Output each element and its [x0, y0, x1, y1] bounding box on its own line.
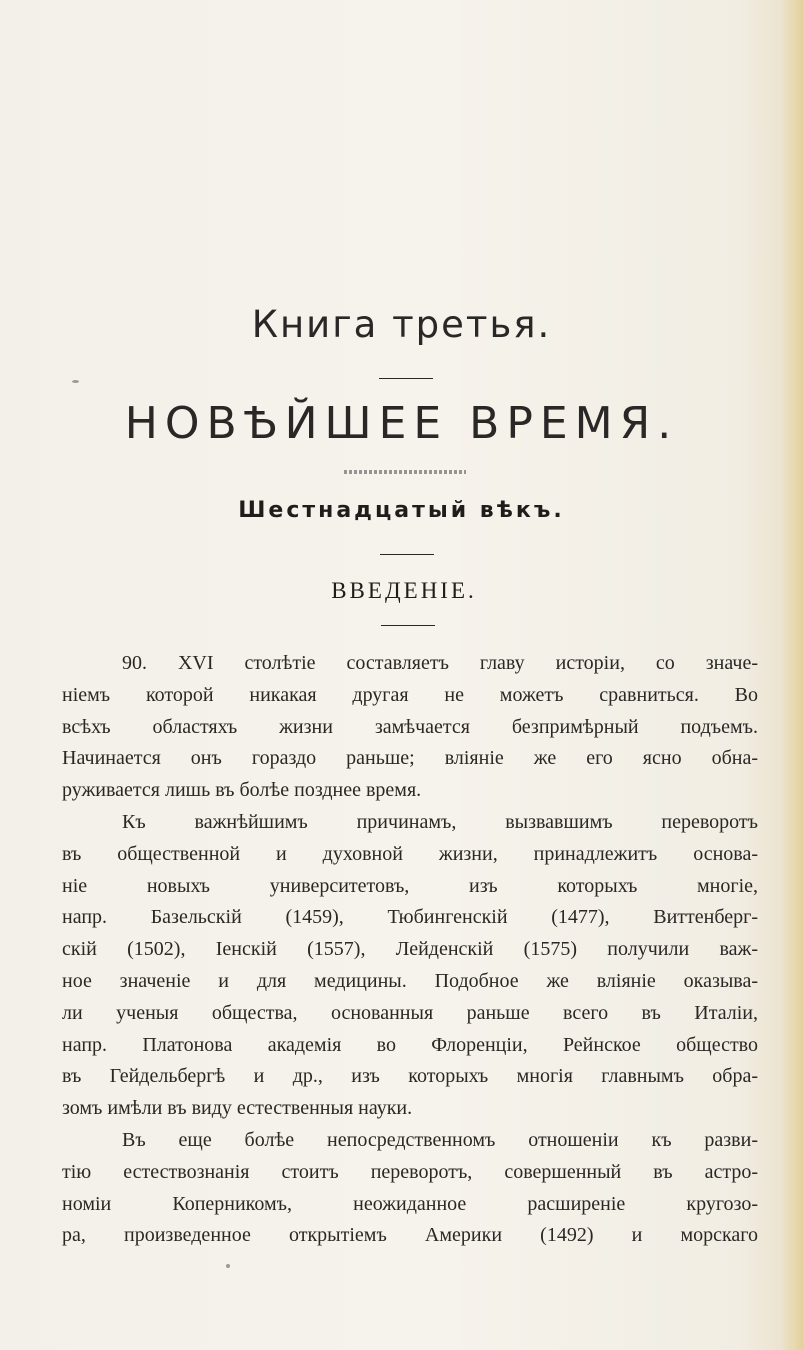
section-heading: ВВЕДЕНІЕ.: [331, 578, 477, 603]
text-line: Къ важнѣйшимъ причинамъ, вызвавшимъ переворотъ: [122, 810, 758, 833]
body-text: [62, 648, 758, 1252]
text-line: ли ученыя общества, основанныя раньше всего въ Италіи,: [62, 1001, 758, 1024]
text-line: скій (1502), Іенскій (1557), Лейденскій (1575) получили важ-: [62, 938, 758, 961]
divider-rule: [381, 625, 435, 626]
text-line: Начинается онъ гораздо раньше; вліяніе же его ясно обна-: [62, 747, 758, 770]
text-line: тію естествознанія стоитъ переворотъ, совершенный въ астро-: [62, 1160, 758, 1183]
divider-rule: [379, 378, 433, 379]
text-line: ніемъ которой никакая другая не можетъ сравниться. Во: [62, 683, 758, 706]
text-line: въ общественной и духовной жизни, принадлежитъ основа-: [62, 842, 758, 865]
text-line: напр. Базельскій (1459), Тюбингенскій (1477), Виттенберг-: [62, 906, 758, 929]
text-line: номіи Коперникомъ, неожиданное расширеніе кругозо-: [62, 1192, 758, 1215]
text-line: ра, произведенное открытіемъ Америки (1492) и морскаго: [62, 1224, 758, 1247]
text-line: въ Гейдельбергѣ и др., изъ которыхъ многія главнымъ обра-: [62, 1065, 758, 1088]
century-subtitle: Шестнадцатый вѣкъ.: [238, 498, 565, 523]
print-speck: [226, 1264, 230, 1268]
page-edge-shading: [781, 0, 803, 1350]
book-part-title: Книга третья.: [251, 303, 552, 346]
ornamental-divider: [344, 470, 466, 474]
divider-rule: [380, 554, 434, 555]
text-line: зомъ имѣли въ виду естественныя науки.: [62, 1097, 413, 1120]
text-line: 90. XVI столѣтіе составляетъ главу исторіи, со значе-: [122, 652, 758, 674]
text-line: напр. Платонова академія во Флоренціи, Рейнское общество: [62, 1033, 758, 1056]
print-speck: [72, 380, 79, 383]
text-line: ніе новыхъ университетовъ, изъ которыхъ многіе,: [62, 874, 758, 897]
text-line: Въ еще болѣе непосредственномъ отношеніи къ разви-: [122, 1128, 758, 1151]
text-line: руживается лишь въ болѣе позднее время.: [62, 779, 422, 802]
text-line: ное значеніе и для медицины. Подобное же вліяніе оказыва-: [62, 969, 758, 992]
text-line: всѣхъ областяхъ жизни замѣчается безпримѣрный подъемъ.: [62, 715, 758, 738]
main-heading: НОВѢЙШЕЕ ВРЕМЯ.: [124, 398, 679, 449]
